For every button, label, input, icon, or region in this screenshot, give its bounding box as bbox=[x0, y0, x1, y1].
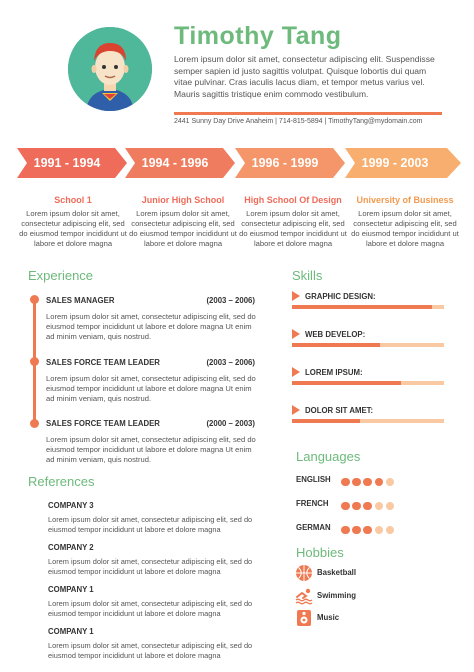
skill-bar-fill bbox=[292, 381, 401, 385]
language-level-dots bbox=[341, 521, 397, 539]
school-entry bbox=[127, 195, 239, 249]
job-dates: (2003 – 2006) bbox=[206, 296, 255, 305]
reference-entry bbox=[48, 501, 278, 535]
timeline-dot bbox=[30, 357, 39, 366]
language-level-dot bbox=[386, 502, 395, 511]
education-timeline bbox=[17, 148, 461, 178]
skill-entry bbox=[292, 330, 444, 347]
skill-bar bbox=[292, 305, 444, 309]
person-name: Timothy Tang bbox=[174, 22, 342, 50]
skill-entry bbox=[292, 406, 444, 423]
timeline-dot bbox=[30, 295, 39, 304]
job-description: Lorem ipsum dolor sit amet, consectetur adipiscing elit, sed do eiusmod tempor incididunt ut labore et dolore magna Ut enim ad minim veniam, quis nostrud. bbox=[46, 435, 256, 464]
education-details bbox=[17, 195, 467, 255]
reference-entry bbox=[48, 627, 278, 661]
language-level-dot bbox=[375, 502, 384, 511]
job-description: Lorem ipsum dolor sit amet, consectetur adipiscing elit, sed do eiusmod tempor incididunt ut labore et dolore magna Ut enim ad minim veniam, quis nostrud. bbox=[46, 374, 256, 403]
language-level-dot bbox=[352, 478, 361, 487]
skills-heading: Skills bbox=[292, 268, 323, 283]
timeline-years: 1991 - 1994 bbox=[33, 156, 101, 170]
basketball-icon bbox=[295, 564, 313, 582]
experience-entry bbox=[46, 296, 261, 341]
skill-bar bbox=[292, 343, 444, 347]
skill-bar-fill bbox=[292, 419, 360, 423]
job-dates: (2003 – 2006) bbox=[206, 358, 255, 367]
skill-name: GRAPHIC DESIGN: bbox=[305, 292, 376, 301]
skill-entry bbox=[292, 368, 444, 385]
reference-description: Lorem ipsum dolor sit amet, consectetur adipiscing elit, sed do eiusmod tempor incididunt ut labore et dolore magna bbox=[48, 641, 253, 660]
reference-company: COMPANY 2 bbox=[48, 543, 94, 552]
triangle-bullet-icon bbox=[292, 405, 300, 415]
intro-paragraph: Lorem ipsum dolor sit amet, consectetur adipiscing elit. Suspendisse semper sapien id justo sagittis volutpat. Quisque lobortis dui quam vitae pulvinar. Cras iaculis lacus diam, et tempor metus varius vel. Mauris sagittis tristique enim commodo vestibulum. bbox=[174, 54, 435, 99]
school-entry bbox=[17, 195, 129, 249]
experience-entry bbox=[46, 419, 261, 464]
swimming-icon bbox=[295, 587, 313, 605]
job-title: SALES FORCE TEAM LEADER bbox=[46, 419, 160, 428]
skill-bar-fill bbox=[292, 305, 432, 309]
references-heading: References bbox=[28, 474, 95, 489]
reference-entry bbox=[48, 543, 278, 577]
languages-heading: Languages bbox=[296, 449, 361, 464]
triangle-bullet-icon bbox=[292, 291, 300, 301]
school-entry bbox=[237, 195, 349, 249]
hobby-name: Music bbox=[317, 613, 340, 622]
school-description: Lorem ipsum dolor sit amet, consectetur adipiscing elit, sed do eiusmod tempor incididunt ut labore et dolore magna bbox=[19, 209, 127, 248]
language-level-dot bbox=[386, 526, 395, 535]
skill-name: WEB DEVELOP: bbox=[305, 330, 366, 339]
job-description: Lorem ipsum dolor sit amet, consectetur adipiscing elit, sed do eiusmod tempor incididunt ut labore et dolore magna Ut enim ad minim veniam, quis nostrud. bbox=[46, 312, 256, 341]
reference-company: COMPANY 1 bbox=[48, 627, 94, 636]
reference-entry bbox=[48, 585, 278, 619]
language-level-dot bbox=[341, 478, 350, 487]
skill-name: DOLOR SIT AMET: bbox=[305, 406, 374, 415]
skill-bar bbox=[292, 419, 444, 423]
school-description: Lorem ipsum dolor sit amet, consectetur adipiscing elit, sed do eiusmod tempor incididunt ut labore et dolore magna bbox=[129, 209, 237, 248]
language-level-dots bbox=[341, 473, 397, 491]
skill-name: LOREM IPSUM: bbox=[305, 368, 363, 377]
school-description: Lorem ipsum dolor sit amet, consectetur adipiscing elit, sed do eiusmod tempor incididunt ut labore et dolore magna bbox=[351, 209, 459, 248]
reference-company: COMPANY 3 bbox=[48, 501, 94, 510]
skill-entry bbox=[292, 292, 444, 309]
language-entry bbox=[296, 497, 416, 509]
triangle-bullet-icon bbox=[292, 329, 300, 339]
school-name: School 1 bbox=[54, 195, 92, 205]
triangle-bullet-icon bbox=[292, 367, 300, 377]
language-level-dot bbox=[363, 526, 372, 535]
school-name: Junior High School bbox=[141, 195, 225, 205]
language-level-dot bbox=[363, 478, 372, 487]
language-name: GERMAN bbox=[296, 523, 331, 532]
contact-line: 2441 Sunny Day Drive Anaheim | 714-815-5894 | TimothyTang@mydomain.com bbox=[174, 118, 423, 125]
language-name: FRENCH bbox=[296, 499, 329, 508]
school-name: University of Business bbox=[356, 195, 454, 205]
school-description: Lorem ipsum dolor sit amet, consectetur adipiscing elit, sed do eiusmod tempor incididunt ut labore et dolore magna bbox=[239, 209, 347, 248]
language-entry bbox=[296, 473, 416, 485]
language-level-dot bbox=[375, 478, 384, 487]
language-level-dot bbox=[363, 502, 372, 511]
hobby-name: Swimming bbox=[317, 591, 356, 600]
skill-bar bbox=[292, 381, 444, 385]
reference-description: Lorem ipsum dolor sit amet, consectetur adipiscing elit, sed do eiusmod tempor incididunt ut labore et dolore magna bbox=[48, 557, 253, 576]
job-dates: (2000 – 2003) bbox=[206, 419, 255, 428]
language-level-dot bbox=[375, 526, 384, 535]
language-level-dot bbox=[386, 478, 395, 487]
header-divider bbox=[174, 112, 442, 115]
language-entry bbox=[296, 521, 416, 533]
reference-company: COMPANY 1 bbox=[48, 585, 94, 594]
school-name: High School Of Design bbox=[244, 195, 342, 205]
hobby-name: Basketball bbox=[317, 568, 357, 577]
timeline-dot bbox=[30, 419, 39, 428]
experience-entry bbox=[46, 358, 261, 403]
experience-heading: Experience bbox=[28, 268, 94, 283]
skill-bar-fill bbox=[292, 343, 380, 347]
hobbies-heading: Hobbies bbox=[296, 545, 344, 560]
timeline-years: 1996 - 1999 bbox=[251, 156, 319, 170]
timeline-years: 1994 - 1996 bbox=[141, 156, 209, 170]
language-level-dot bbox=[341, 526, 350, 535]
language-level-dots bbox=[341, 497, 397, 515]
job-title: SALES FORCE TEAM LEADER bbox=[46, 358, 160, 367]
job-title: SALES MANAGER bbox=[46, 296, 115, 305]
music-icon bbox=[295, 609, 313, 627]
language-level-dot bbox=[352, 502, 361, 511]
reference-description: Lorem ipsum dolor sit amet, consectetur adipiscing elit, sed do eiusmod tempor incididunt ut labore et dolore magna bbox=[48, 599, 253, 618]
timeline-years: 1999 - 2003 bbox=[361, 156, 429, 170]
language-level-dot bbox=[341, 502, 350, 511]
language-name: ENGLISH bbox=[296, 475, 331, 484]
language-level-dot bbox=[352, 526, 361, 535]
profile-avatar bbox=[68, 27, 152, 111]
school-entry bbox=[349, 195, 461, 249]
person-illustration-icon bbox=[68, 27, 152, 111]
reference-description: Lorem ipsum dolor sit amet, consectetur adipiscing elit, sed do eiusmod tempor incididunt ut labore et dolore magna bbox=[48, 515, 253, 534]
